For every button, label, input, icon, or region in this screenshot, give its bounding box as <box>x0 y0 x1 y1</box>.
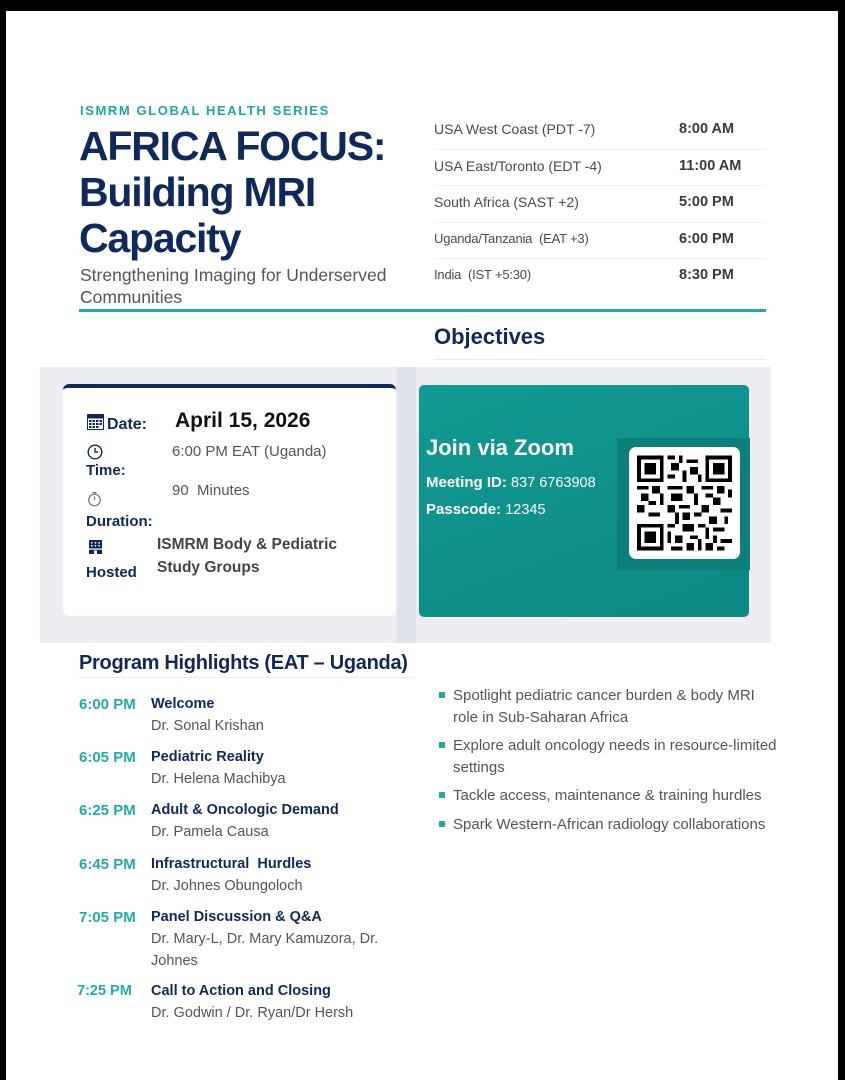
program-speaker: Dr. Helena Machibya <box>151 771 286 787</box>
program-session: Call to Action and Closing <box>151 983 331 999</box>
hosted-value: ISMRM Body & Pediatric Study Groups <box>157 536 337 576</box>
meeting-id-value: 837 6763908 <box>511 475 596 491</box>
timezone-time: 11:00 AM <box>679 157 742 174</box>
meeting-id-label: Meeting ID: <box>426 474 507 491</box>
timezone-time: 8:00 AM <box>679 121 735 137</box>
subtitle: Strengthening Imaging for Underserved Communities <box>80 265 387 307</box>
timezone-name: South Africa (SAST +2) <box>434 194 579 210</box>
qr-code-icon <box>637 455 732 551</box>
passcode-value: 12345 <box>505 502 546 518</box>
title-line: AFRICA FOCUS: <box>79 123 386 169</box>
objective-item <box>437 685 777 728</box>
band-separator <box>397 367 416 643</box>
objectives-heading: Objectives <box>434 324 546 349</box>
timezone-time: 5:00 PM <box>679 194 734 210</box>
zoom-join-card[interactable] <box>419 385 749 617</box>
bullet-square-icon <box>439 692 445 698</box>
program-speaker: Dr. Pamela Causa <box>151 824 269 840</box>
timezone-table <box>434 113 766 296</box>
timezone-row <box>434 113 766 150</box>
bullet-square-icon <box>439 821 445 827</box>
header-divider <box>79 309 766 312</box>
time-label: Time: <box>86 462 126 479</box>
bullet-square-icon <box>439 792 445 798</box>
objectives-list <box>437 685 777 842</box>
program-time: 7:25 PM <box>77 983 132 999</box>
program-time: 7:05 PM <box>79 909 136 926</box>
meeting-id <box>426 474 596 491</box>
program-session: Adult & Oncologic Demand <box>151 802 339 818</box>
timezone-row <box>434 186 766 223</box>
timezone-row <box>434 259 766 296</box>
date-label: Date: <box>107 416 148 433</box>
program-time: 6:05 PM <box>79 749 136 766</box>
objective-text: Spark Western-African radiology collaborations <box>453 815 766 833</box>
page-title <box>79 123 419 261</box>
program-time: 6:00 PM <box>79 696 136 713</box>
objective-text: Spotlight pediatric cancer burden & body MRI role in Sub-Saharan Africa <box>453 687 755 726</box>
building-icon <box>89 540 102 559</box>
timezone-row <box>434 150 766 187</box>
objective-text: Explore adult oncology needs in resource-limited settings <box>453 737 777 776</box>
timezone-row <box>434 223 766 260</box>
program-speaker: Dr. Mary-L, Dr. Mary Kamuzora, Dr. Johnes <box>151 931 379 969</box>
duration-label: Duration: <box>86 513 153 530</box>
passcode <box>426 501 546 518</box>
zoom-title: Join via Zoom <box>426 435 574 460</box>
bullet-square-icon <box>439 742 445 748</box>
qr-code[interactable] <box>629 447 740 559</box>
timezone-name: USA East/Toronto (EDT -4) <box>434 157 602 174</box>
program-speaker: Dr. Godwin / Dr. Ryan/Dr Hersh <box>151 1005 354 1021</box>
series-label: ISMRM GLOBAL HEALTH SERIES <box>80 103 330 118</box>
program-speaker: Dr. Johnes Obungoloch <box>151 878 303 894</box>
timezone-name: India (IST +5:30) <box>434 267 531 282</box>
hosted-label: Hosted <box>86 564 137 581</box>
duration-value: 90 Minutes <box>172 482 250 499</box>
calendar-icon <box>87 414 104 435</box>
passcode-label: Passcode: <box>426 501 502 518</box>
flyer-page <box>6 11 838 1080</box>
program-session: Panel Discussion & Q&A <box>151 909 322 925</box>
title-line: Building MRI <box>79 169 316 215</box>
program-session: Infrastructural Hurdles <box>151 856 312 872</box>
objective-item <box>437 814 777 836</box>
stopwatch-icon <box>87 491 102 512</box>
timezone-time: 6:00 PM <box>679 230 734 247</box>
title-line: Capacity <box>79 215 241 261</box>
program-heading: Program Highlights (EAT – Uganda) <box>79 652 408 674</box>
timezone-name: Uganda/Tanzania (EAT +3) <box>434 230 589 246</box>
objectives-divider <box>434 359 766 360</box>
date-value: April 15, 2026 <box>175 409 311 432</box>
program-divider <box>79 677 414 678</box>
objective-text: Tackle access, maintenance & training hurdles <box>453 787 762 804</box>
timezone-time: 8:30 PM <box>679 267 734 283</box>
timezone-name: USA West Coast (PDT -7) <box>434 121 596 137</box>
program-time: 6:45 PM <box>79 856 136 873</box>
time-value: 6:00 PM EAT (Uganda) <box>172 443 327 460</box>
program-time: 6:25 PM <box>79 802 136 819</box>
objective-item <box>437 785 777 807</box>
program-session: Welcome <box>151 696 215 712</box>
program-speaker: Dr. Sonal Krishan <box>151 718 264 734</box>
event-details-card <box>63 384 396 616</box>
objective-item <box>437 735 777 778</box>
program-session: Pediatric Reality <box>151 749 264 765</box>
